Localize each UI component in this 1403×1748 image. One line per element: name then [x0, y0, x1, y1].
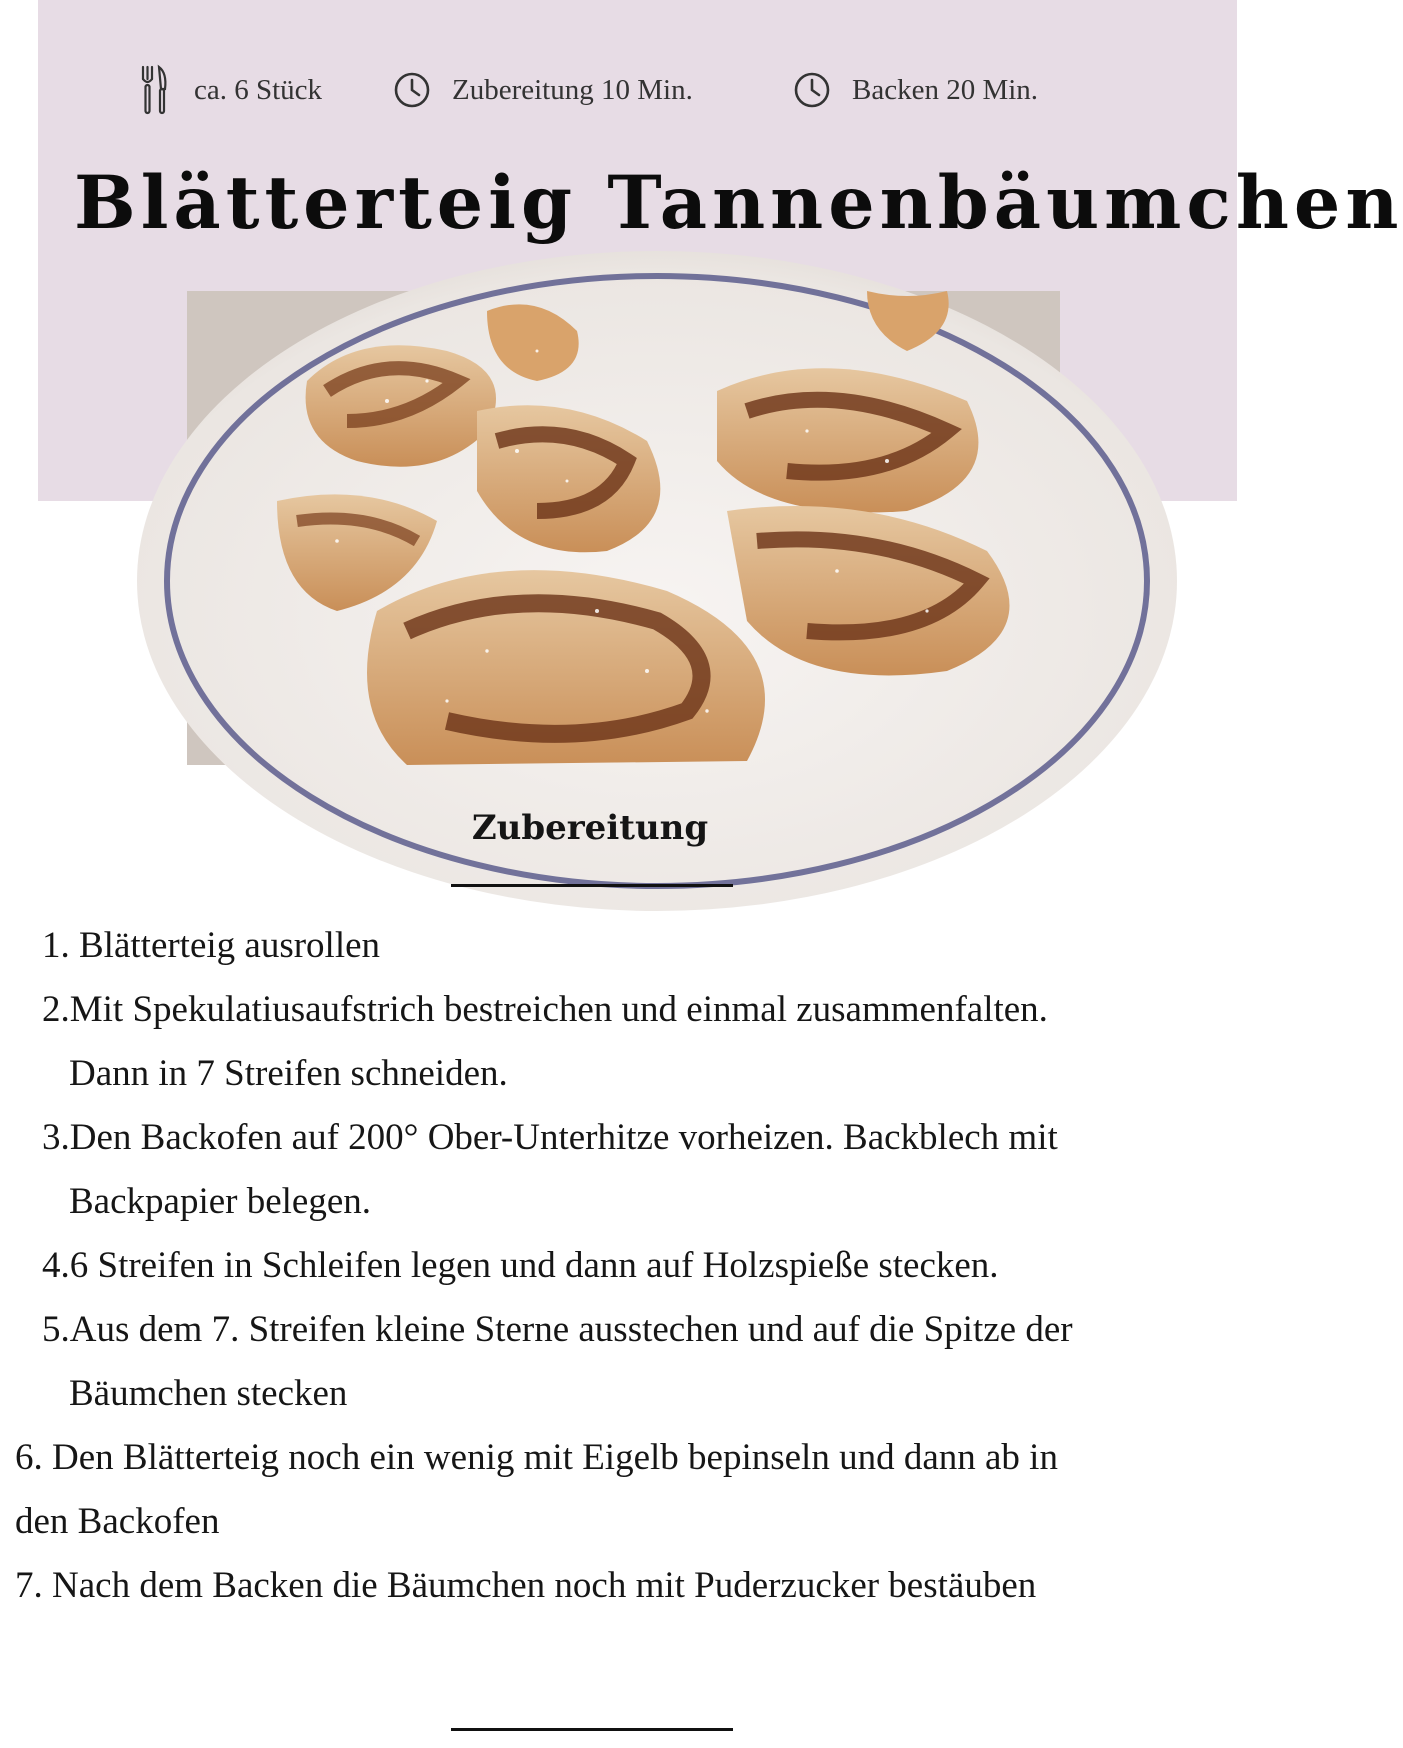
- list-item: [42, 1244, 999, 1287]
- prep-time-info: [390, 60, 693, 120]
- bake-time-info: [790, 60, 1038, 120]
- step-text: Nach dem Backen die Bäumchen noch mit Puderzucker bestäuben: [42, 1565, 1037, 1606]
- step-number: 7.: [15, 1565, 43, 1606]
- step-continuation: den Backofen: [15, 1501, 220, 1542]
- step-number: 1.: [42, 925, 70, 966]
- clock-icon: [390, 64, 434, 116]
- prep-time-label: Zubereitung 10 Min.: [452, 73, 693, 106]
- list-item: [15, 1436, 1058, 1479]
- step-continuation: Dann in 7 Streifen schneiden.: [69, 1053, 508, 1094]
- section-heading: Zubereitung: [471, 808, 709, 848]
- recipe-title: Blätterteig Tannenbäumchen: [74, 160, 1403, 246]
- list-item: [42, 1116, 1058, 1159]
- list-item: [42, 1308, 1073, 1351]
- servings-label: ca. 6 Stück: [194, 73, 323, 106]
- step-number: 2.: [42, 989, 70, 1030]
- list-item: [15, 1564, 1036, 1607]
- list-item: [42, 924, 380, 967]
- step-text: Aus dem 7. Streifen kleine Sterne ausstechen und auf die Spitze der: [69, 1309, 1073, 1350]
- servings-info: [132, 60, 322, 120]
- step-continuation: Bäumchen stecken: [69, 1373, 348, 1414]
- step-number: 4.: [42, 1245, 70, 1286]
- bake-time-label: Backen 20 Min.: [852, 73, 1039, 106]
- step-continuation: Backpapier belegen.: [69, 1181, 372, 1222]
- step-text: Den Backofen auf 200° Ober-Unterhitze vorheizen. Backblech mit: [69, 1117, 1058, 1158]
- cutlery-icon: [132, 64, 176, 116]
- divider-rule: [451, 884, 733, 887]
- step-text: Mit Spekulatiusaufstrich bestreichen und einmal zusammenfalten.: [69, 989, 1048, 1030]
- recipe-photo: [187, 291, 1060, 765]
- step-number: 6.: [15, 1437, 43, 1478]
- step-number: 3.: [42, 1117, 70, 1158]
- step-number: 5.: [42, 1309, 70, 1350]
- step-text: Den Blätterteig noch ein wenig mit Eigelb bepinseln und dann ab in: [42, 1437, 1058, 1478]
- step-text: Blätterteig ausrollen: [69, 925, 381, 966]
- divider-rule: [451, 1728, 733, 1731]
- step-text: 6 Streifen in Schleifen legen und dann auf Holzspieße stecken.: [69, 1245, 999, 1286]
- clock-icon: [790, 64, 834, 116]
- list-item: [42, 988, 1048, 1031]
